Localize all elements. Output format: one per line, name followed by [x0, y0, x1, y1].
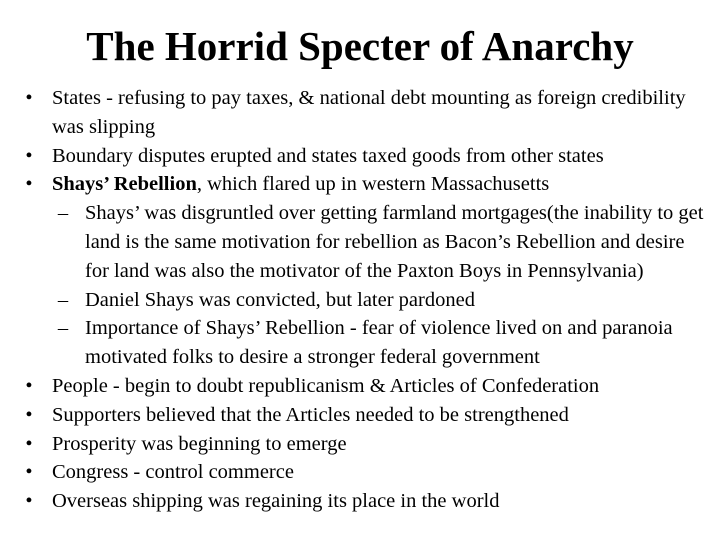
sub-bullet-list	[52, 199, 712, 372]
bullet-text: People - begin to doubt republicanism & Articles of Confederation	[52, 374, 600, 397]
dash-icon: –	[57, 317, 69, 340]
bullet-text: Overseas shipping was regaining its place in the world	[52, 490, 500, 513]
slide-title: The Horrid Specter of Anarchy	[86, 23, 634, 69]
bullet-item	[0, 458, 720, 487]
bullet-text: Congress - control commerce	[52, 461, 294, 484]
bullet-text: Prosperity was beginning to emerge	[52, 432, 347, 455]
bullet-item	[0, 170, 720, 372]
dash-icon: –	[57, 288, 69, 311]
bullet-text: Supporters believed that the Articles needed to be strengthened	[52, 403, 569, 426]
sub-bullet-item	[52, 199, 712, 285]
bullet-icon: •	[25, 374, 33, 397]
bullet-item	[0, 401, 720, 430]
bullet-icon: •	[25, 144, 33, 167]
sub-bullet-item	[52, 286, 712, 315]
bullet-text: Boundary disputes erupted and states taxed goods from other states	[52, 144, 604, 167]
sub-bullet-item	[52, 314, 712, 372]
bullet-icon: •	[25, 461, 33, 484]
sub-bullet-text: Daniel Shays was convicted, but later pardoned	[85, 288, 475, 311]
dash-icon: –	[57, 202, 69, 225]
bullet-icon: •	[25, 403, 33, 426]
bold-term: Shays’ Rebellion	[52, 173, 197, 196]
bullet-item	[0, 372, 720, 401]
sub-bullet-text: Shays’ was disgruntled over getting farmland mortgages(the inability to get land is the same motivation for rebellion as Bacon’s Rebellion and desire for land was also the motivator of the Paxton Boys in Pennsylvania)	[85, 202, 704, 282]
bullet-item	[0, 430, 720, 459]
sub-bullet-text: Importance of Shays’ Rebellion - fear of violence lived on and paranoia motivated folks to desire a stronger federal government	[85, 317, 673, 369]
bullet-text-rest: , which flared up in western Massachusetts	[196, 173, 550, 196]
bullet-item	[0, 142, 720, 171]
bullet-text: States - refusing to pay taxes, & national debt mounting as foreign credibility was slipping	[52, 87, 686, 138]
bullet-item	[0, 84, 720, 142]
bullet-item	[0, 487, 720, 516]
bullet-icon: •	[25, 87, 33, 109]
bullet-icon: •	[25, 490, 33, 513]
bullet-list	[0, 84, 720, 516]
bullet-text	[52, 173, 549, 195]
bullet-icon: •	[25, 432, 33, 455]
bullet-icon: •	[25, 173, 33, 196]
